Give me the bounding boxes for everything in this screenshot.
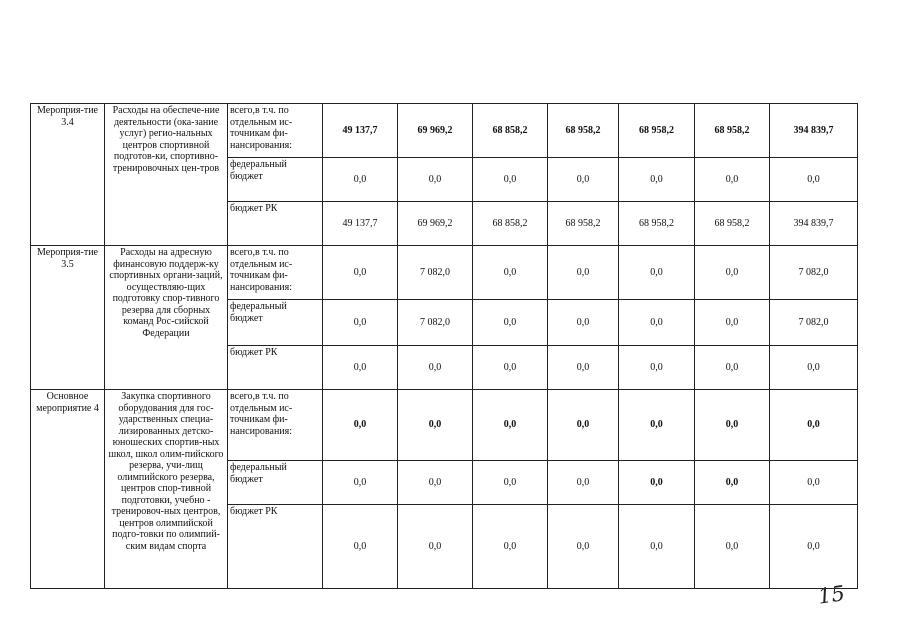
value-cell: 0,0: [398, 158, 473, 202]
value-cell: 69 969,2: [398, 104, 473, 158]
value-cell: 68 958,2: [619, 104, 695, 158]
value-cell: 7 082,0: [770, 300, 858, 346]
value-cell: 0,0: [695, 461, 770, 505]
value-cell: 0,0: [695, 505, 770, 589]
value-cell: 0,0: [548, 461, 619, 505]
value-cell: 68 858,2: [473, 104, 548, 158]
description-cell: Расходы на обеспече-ние деятельности (ока-зание услуг) регио-нальных центров спортивной подготов-ки, спортивно-тренировочных цен-тров: [105, 104, 228, 246]
value-cell: 0,0: [548, 300, 619, 346]
description-cell: Закупка спортивного оборудования для гос-ударственных специа-лизированных детско-юношеских спортив-ных школ, школ олим-пийского резерва, учи-лищ олимпийского резерва, центров спор-тивной подготовки, учебно - тренировоч-ных центров, центров олимпийской подго-товки по олимпий-ским видам спорта: [105, 390, 228, 589]
value-cell: 0,0: [770, 158, 858, 202]
value-cell: 49 137,7: [323, 104, 398, 158]
value-cell: 0,0: [323, 246, 398, 300]
value-cell: 0,0: [398, 390, 473, 461]
value-cell: 0,0: [323, 300, 398, 346]
budget-table: [30, 103, 858, 589]
value-cell: 0,0: [619, 505, 695, 589]
value-cell: 0,0: [619, 158, 695, 202]
value-cell: 0,0: [619, 346, 695, 390]
value-cell: 68 958,2: [548, 202, 619, 246]
value-cell: 0,0: [695, 346, 770, 390]
source-cell: бюджет РК: [228, 505, 323, 589]
source-cell: всего,в т.ч. по отдельным ис-точникам фи-нансирования:: [228, 390, 323, 461]
value-cell: 68 958,2: [695, 104, 770, 158]
value-cell: 0,0: [619, 300, 695, 346]
value-cell: 0,0: [398, 346, 473, 390]
value-cell: 0,0: [323, 158, 398, 202]
event-cell: Мероприя-тие 3.4: [31, 104, 105, 246]
value-cell: 0,0: [695, 246, 770, 300]
value-cell: 0,0: [770, 461, 858, 505]
value-cell: 0,0: [323, 346, 398, 390]
value-cell: 394 839,7: [770, 202, 858, 246]
value-cell: 68 958,2: [548, 104, 619, 158]
source-cell: федеральный бюджет: [228, 158, 323, 202]
value-cell: 0,0: [473, 158, 548, 202]
value-cell: 68 958,2: [619, 202, 695, 246]
table-row: [31, 104, 858, 158]
value-cell: 0,0: [398, 505, 473, 589]
event-cell: Основное мероприятие 4: [31, 390, 105, 589]
page-number: 15: [816, 581, 847, 609]
value-cell: 394 839,7: [770, 104, 858, 158]
value-cell: 0,0: [619, 461, 695, 505]
value-cell: 0,0: [548, 390, 619, 461]
value-cell: 0,0: [770, 346, 858, 390]
value-cell: 0,0: [770, 505, 858, 589]
value-cell: 0,0: [473, 300, 548, 346]
value-cell: 0,0: [323, 505, 398, 589]
table-row: [31, 390, 858, 461]
value-cell: 0,0: [548, 246, 619, 300]
value-cell: 68 858,2: [473, 202, 548, 246]
value-cell: 7 082,0: [770, 246, 858, 300]
value-cell: 0,0: [695, 300, 770, 346]
value-cell: 0,0: [695, 158, 770, 202]
event-cell: Мероприя-тие 3.5: [31, 246, 105, 390]
value-cell: 0,0: [473, 346, 548, 390]
value-cell: 0,0: [323, 461, 398, 505]
source-cell: бюджет РК: [228, 202, 323, 246]
value-cell: 0,0: [398, 461, 473, 505]
value-cell: 49 137,7: [323, 202, 398, 246]
value-cell: 0,0: [548, 505, 619, 589]
value-cell: 0,0: [695, 390, 770, 461]
value-cell: 68 958,2: [695, 202, 770, 246]
value-cell: 0,0: [473, 461, 548, 505]
value-cell: 0,0: [770, 390, 858, 461]
source-cell: федеральный бюджет: [228, 461, 323, 505]
value-cell: 0,0: [473, 246, 548, 300]
value-cell: 0,0: [619, 390, 695, 461]
value-cell: 0,0: [548, 346, 619, 390]
source-cell: всего,в т.ч. по отдельным ис-точникам фи-нансирования:: [228, 246, 323, 300]
value-cell: 7 082,0: [398, 300, 473, 346]
source-cell: всего,в т.ч. по отдельным ис-точникам фи-нансирования:: [228, 104, 323, 158]
value-cell: 0,0: [619, 246, 695, 300]
table-row: [31, 246, 858, 300]
source-cell: бюджет РК: [228, 346, 323, 390]
source-cell: федеральный бюджет: [228, 300, 323, 346]
value-cell: 0,0: [548, 158, 619, 202]
value-cell: 69 969,2: [398, 202, 473, 246]
value-cell: 0,0: [473, 505, 548, 589]
description-cell: Расходы на адресную финансовую поддерж-ку спортивных органи-заций, осуществляю-щих подготовку спор-тивного резерва для сборных команд Рос-сийской Федерации: [105, 246, 228, 390]
value-cell: 0,0: [323, 390, 398, 461]
value-cell: 7 082,0: [398, 246, 473, 300]
value-cell: 0,0: [473, 390, 548, 461]
